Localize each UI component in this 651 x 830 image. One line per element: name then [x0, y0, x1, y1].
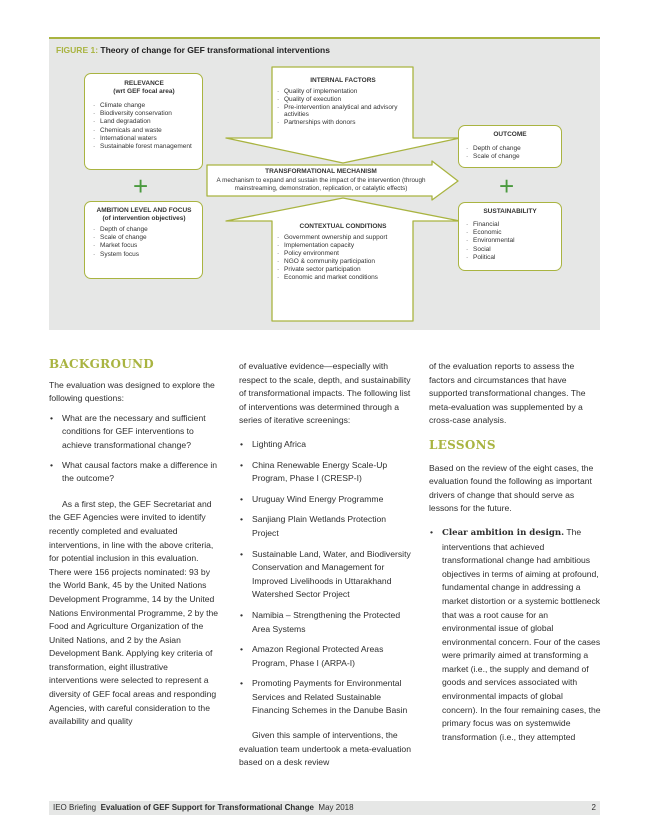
footer-series: IEO Briefing — [53, 803, 97, 812]
relevance-item: · Sustainable forest management — [92, 143, 196, 151]
ambition-heading: AMBITION LEVEL AND FOCUS — [96, 207, 192, 214]
ambition-subheading: (of intervention objectives) — [102, 215, 186, 222]
lesson-text: The interventions that achieved transformational change had ambitious objectives in terms of aiming at profound, fundamental change in addressing a market distortion or a systemic bottleneck that was a root cause for an environmental issue of global environmental concern. Four of the cases were primarily aimed at transforming a market (i.e., the supply and demand of goods and services associated with environmental impacts of global concern). In the four remaining cases, the primary focus was on systemwide transformation (i.e., they attempted — [442, 526, 601, 742]
sustainability-item: · Social — [465, 246, 555, 254]
ambition-item: · System focus — [92, 251, 196, 259]
sustainability-item: · Financial — [465, 221, 555, 229]
relevance-box — [84, 73, 203, 170]
relevance-item: · Land degradation — [92, 118, 196, 126]
col2-closing: Given this sample of interventions, the evaluation team undertook a meta-evaluation based on a desk review — [239, 730, 411, 768]
background-intro: The evaluation was designed to explore the following questions: — [49, 379, 215, 404]
figure-label: FIGURE 1: — [56, 45, 99, 55]
mechanism-text: A mechanism to expand and sustain the impact of the intervention (through mainstreaming, demonstration, replication, or catalytic effects) — [216, 177, 426, 192]
outcome-box — [458, 125, 562, 168]
relevance-item: · Biodiversity conservation — [92, 110, 196, 118]
relevance-item: · Chemicals and waste — [92, 127, 196, 135]
plus-icon: + — [133, 171, 149, 201]
plus-icon: + — [499, 171, 515, 201]
column-2 — [239, 360, 411, 770]
intervention-item: • Sanjiang Plain Wetlands Protection Project — [239, 513, 411, 540]
ambition-item: · Depth of change — [92, 226, 196, 234]
ambition-box — [84, 201, 203, 279]
intervention-item: • China Renewable Energy Scale-Up Program, Phase I (CRESP-I) — [239, 459, 411, 486]
lesson-item — [429, 526, 601, 745]
intervention-item: • Namibia – Strengthening the Protected Area Systems — [239, 609, 411, 636]
internal-factors — [276, 77, 410, 127]
figure-title-text: Theory of change for GEF transformational interventions — [100, 45, 330, 55]
internal-factor-item: · Quality of implementation — [276, 88, 410, 96]
contextual-heading: CONTEXTUAL CONDITIONS — [299, 223, 387, 230]
contextual-item: · Implementation capacity — [276, 242, 410, 250]
contextual-item: · Government ownership and support — [276, 234, 410, 242]
background-paragraph: As a first step, the GEF Secretariat and the GEF Agencies were invited to identify recently completed and evaluated interventions, in line with the above criteria, for potential inclusion in this evaluation. There were 156 projects nominated: 93 by the World Bank, 45 by the United Nations Development Programme, 14 by the United Nations Environmental Programme, 2 by the Food and Agriculture Organization of the United Nations, and 2 by the Asian Development Bank. Applying key criteria of transformation, eight illustrative interventions were selected to represent a diversity of GEF focal areas and responding Agencies, with careful consideration to the availability and quality — [49, 498, 219, 727]
footer-date: May 2018 — [318, 803, 354, 812]
question-item: • What causal factors make a difference in the outcome? — [49, 459, 219, 486]
lessons-heading: LESSONS — [429, 437, 496, 452]
ambition-item: · Scale of change — [92, 234, 196, 242]
contextual-item: · Economic and market conditions — [276, 274, 410, 282]
footer-title: Evaluation of GEF Support for Transformational Change — [100, 803, 314, 812]
sustainability-item: · Political — [465, 254, 555, 262]
sustainability-box — [458, 202, 562, 271]
footer — [49, 801, 600, 815]
background-heading: BACKGROUND — [49, 357, 154, 371]
page-number: 2 — [591, 803, 596, 812]
intervention-item: • Uruguay Wind Energy Programme — [239, 493, 411, 507]
intervention-item: • Amazon Regional Protected Areas Program, Phase I (ARPA-I) — [239, 643, 411, 670]
relevance-subheading: (wrt GEF focal area) — [113, 88, 175, 95]
relevance-heading: RELEVANCE — [124, 80, 164, 87]
col2-intro: of evaluative evidence—especially with respect to the scale, depth, and sustainability of transformational impacts. The following list of interventions was determined through a series of iterative screenings: — [239, 361, 411, 426]
column-3 — [429, 360, 601, 744]
intervention-item: • Sustainable Land, Water, and Biodiversity Conservation and Management for Improved Livelihoods in Uttarakhand Watershed Sector Project — [239, 548, 411, 602]
internal-factor-item: · Partnerships with donors — [276, 119, 410, 127]
sustainability-item: · Environmental — [465, 237, 555, 245]
intervention-item: • Promoting Payments for Environmental Services and Related Sustainable Financing Schemes in the Danube Basin — [239, 677, 411, 718]
outcome-item: · Depth of change — [465, 145, 555, 153]
lesson-title: Clear ambition in design. — [442, 527, 565, 538]
contextual-item: · Private sector participation — [276, 266, 410, 274]
intervention-item: • Lighting Africa — [239, 438, 411, 452]
relevance-item: · International waters — [92, 135, 196, 143]
sustainability-heading: SUSTAINABILITY — [483, 208, 537, 215]
contextual-conditions — [276, 223, 410, 281]
col3-intro: of the evaluation reports to assess the factors and circumstances that have supported transformational changes. The meta-evaluation was supplemented by a cross-case analysis. — [429, 361, 586, 426]
column-1 — [49, 358, 219, 729]
contextual-item: · Policy environment — [276, 250, 410, 258]
internal-factor-item: · Quality of execution — [276, 96, 410, 104]
question-item: • What are the necessary and sufficient conditions for GEF interventions to achieve transformational change? — [49, 412, 219, 453]
mechanism — [210, 168, 432, 193]
relevance-item: · Climate change — [92, 102, 196, 110]
lessons-intro: Based on the review of the eight cases, the evaluation found the following as important drivers of change that should serve as lessons for the future. — [429, 462, 594, 514]
sustainability-item: · Economic — [465, 229, 555, 237]
internal-factor-item: · Pre-intervention analytical and advisory activities — [276, 104, 410, 120]
internal-factors-heading: INTERNAL FACTORS — [310, 77, 376, 84]
ambition-item: · Market focus — [92, 242, 196, 250]
contextual-item: · NGO & community participation — [276, 258, 410, 266]
outcome-item: · Scale of change — [465, 153, 555, 161]
outcome-heading: OUTCOME — [493, 131, 527, 138]
mechanism-heading: TRANSFORMATIONAL MECHANISM — [265, 168, 377, 175]
